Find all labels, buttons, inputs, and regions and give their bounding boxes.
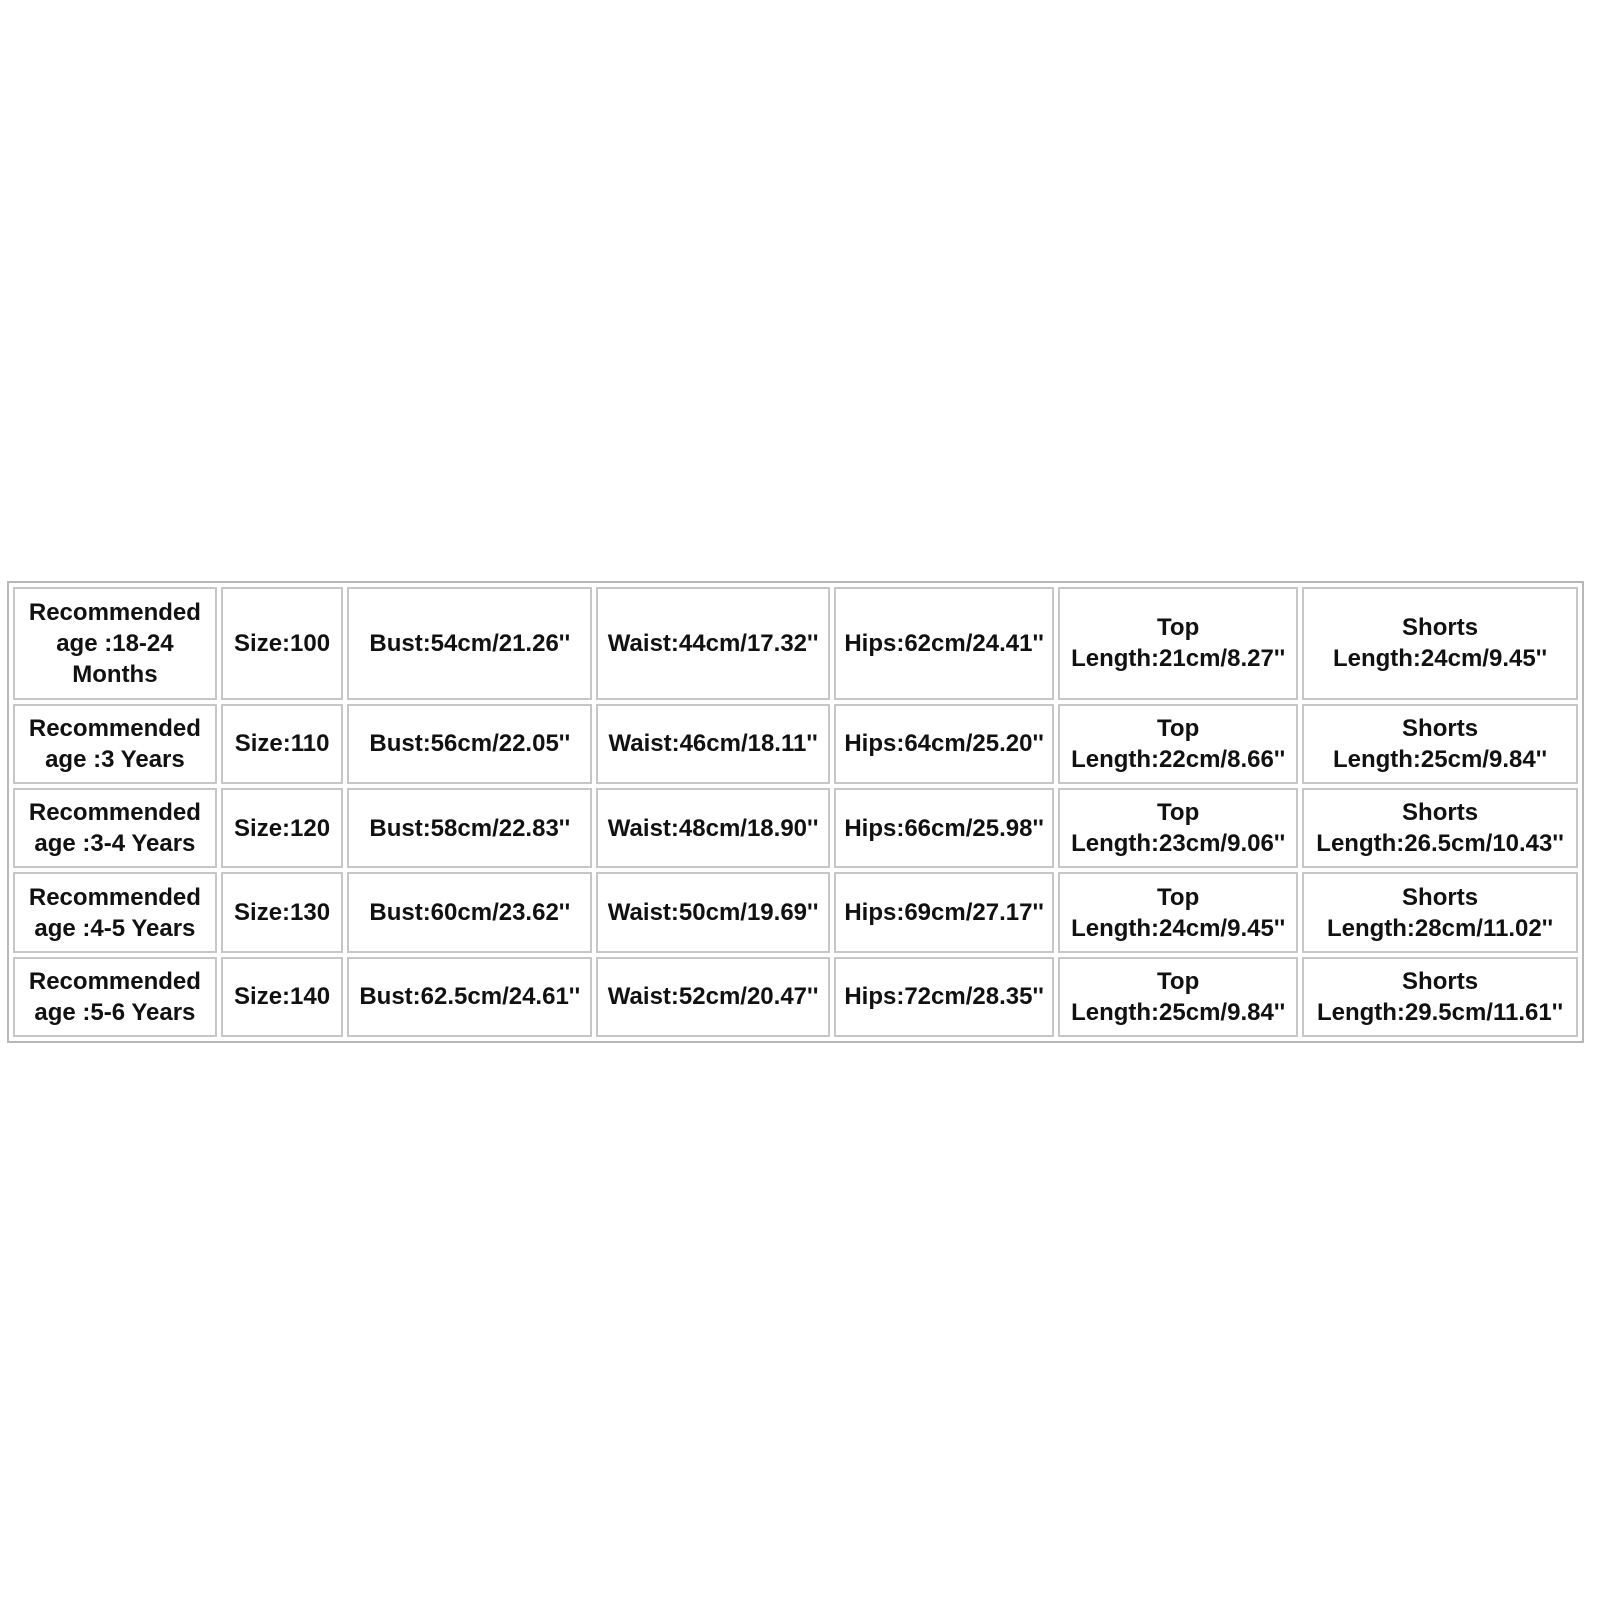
age-line: age :18-24 [56,629,174,657]
shorts-length-line: Length:24cm/9.45'' [1332,645,1548,673]
shorts-length-line: Shorts [1402,883,1479,911]
age-line: Recommended [28,714,201,742]
bust-cell: Bust:58cm/22.83'' [347,788,592,868]
hips-cell: Hips:62cm/24.41'' [834,587,1054,700]
top-length-line: Top [1157,883,1200,911]
age-cell [13,788,217,868]
top-length-line: Length:21cm/8.27'' [1071,645,1286,673]
waist-cell: Waist:52cm/20.47'' [596,957,830,1037]
shorts-length-line: Length:29.5cm/11.61'' [1316,998,1564,1026]
top-length-cell [1058,872,1298,952]
top-length-line: Length:24cm/9.45'' [1071,914,1286,942]
top-length-line: Top [1157,714,1200,742]
size-cell: Size:130 [221,872,343,952]
table-row [13,872,1578,952]
top-length-cell [1058,704,1298,784]
hips-cell: Hips:64cm/25.20'' [834,704,1054,784]
age-cell [13,957,217,1037]
shorts-length-line: Length:25cm/9.84'' [1332,745,1548,773]
table-row [13,788,1578,868]
size-cell: Size:110 [221,704,343,784]
top-length-line: Top [1157,967,1200,995]
age-line: Recommended [28,967,201,995]
bust-cell: Bust:60cm/23.62'' [347,872,592,952]
table-row [13,587,1578,700]
top-length-cell [1058,957,1298,1037]
size-chart [7,581,1584,1043]
size-cell: Size:100 [221,587,343,700]
shorts-length-cell [1302,957,1578,1037]
age-line: Recommended [28,598,201,626]
size-chart-table [9,583,1582,1041]
age-cell [13,587,217,700]
shorts-length-line: Shorts [1402,799,1479,827]
shorts-length-cell [1302,704,1578,784]
waist-cell: Waist:48cm/18.90'' [596,788,830,868]
shorts-length-cell [1302,587,1578,700]
shorts-length-line: Shorts [1402,967,1479,995]
waist-cell: Waist:50cm/19.69'' [596,872,830,952]
top-length-cell [1058,788,1298,868]
age-line: age :5-6 Years [34,998,196,1026]
age-line: age :3-4 Years [34,830,196,858]
shorts-length-cell [1302,872,1578,952]
top-length-line: Length:25cm/9.84'' [1071,998,1286,1026]
age-line: age :3 Years [45,745,185,773]
bust-cell: Bust:54cm/21.26'' [347,587,592,700]
top-length-line: Length:23cm/9.06'' [1071,830,1286,858]
hips-cell: Hips:72cm/28.35'' [834,957,1054,1037]
hips-cell: Hips:66cm/25.98'' [834,788,1054,868]
waist-cell: Waist:44cm/17.32'' [596,587,830,700]
top-length-line: Top [1157,799,1200,827]
shorts-length-line: Length:28cm/11.02'' [1326,914,1554,942]
top-length-cell [1058,587,1298,700]
bust-cell: Bust:62.5cm/24.61'' [347,957,592,1037]
bust-cell: Bust:56cm/22.05'' [347,704,592,784]
hips-cell: Hips:69cm/27.17'' [834,872,1054,952]
age-line: Recommended [28,799,201,827]
table-row [13,957,1578,1037]
shorts-length-line: Shorts [1402,614,1479,642]
age-cell [13,872,217,952]
age-line: age :4-5 Years [34,914,196,942]
top-length-line: Top [1157,614,1200,642]
shorts-length-line: Shorts [1402,714,1479,742]
size-cell: Size:120 [221,788,343,868]
size-cell: Size:140 [221,957,343,1037]
table-row [13,704,1578,784]
age-cell [13,704,217,784]
age-line: Months [72,660,158,688]
shorts-length-line: Length:26.5cm/10.43'' [1316,830,1564,858]
top-length-line: Length:22cm/8.66'' [1071,745,1286,773]
age-line: Recommended [28,883,201,911]
waist-cell: Waist:46cm/18.11'' [596,704,830,784]
shorts-length-cell [1302,788,1578,868]
